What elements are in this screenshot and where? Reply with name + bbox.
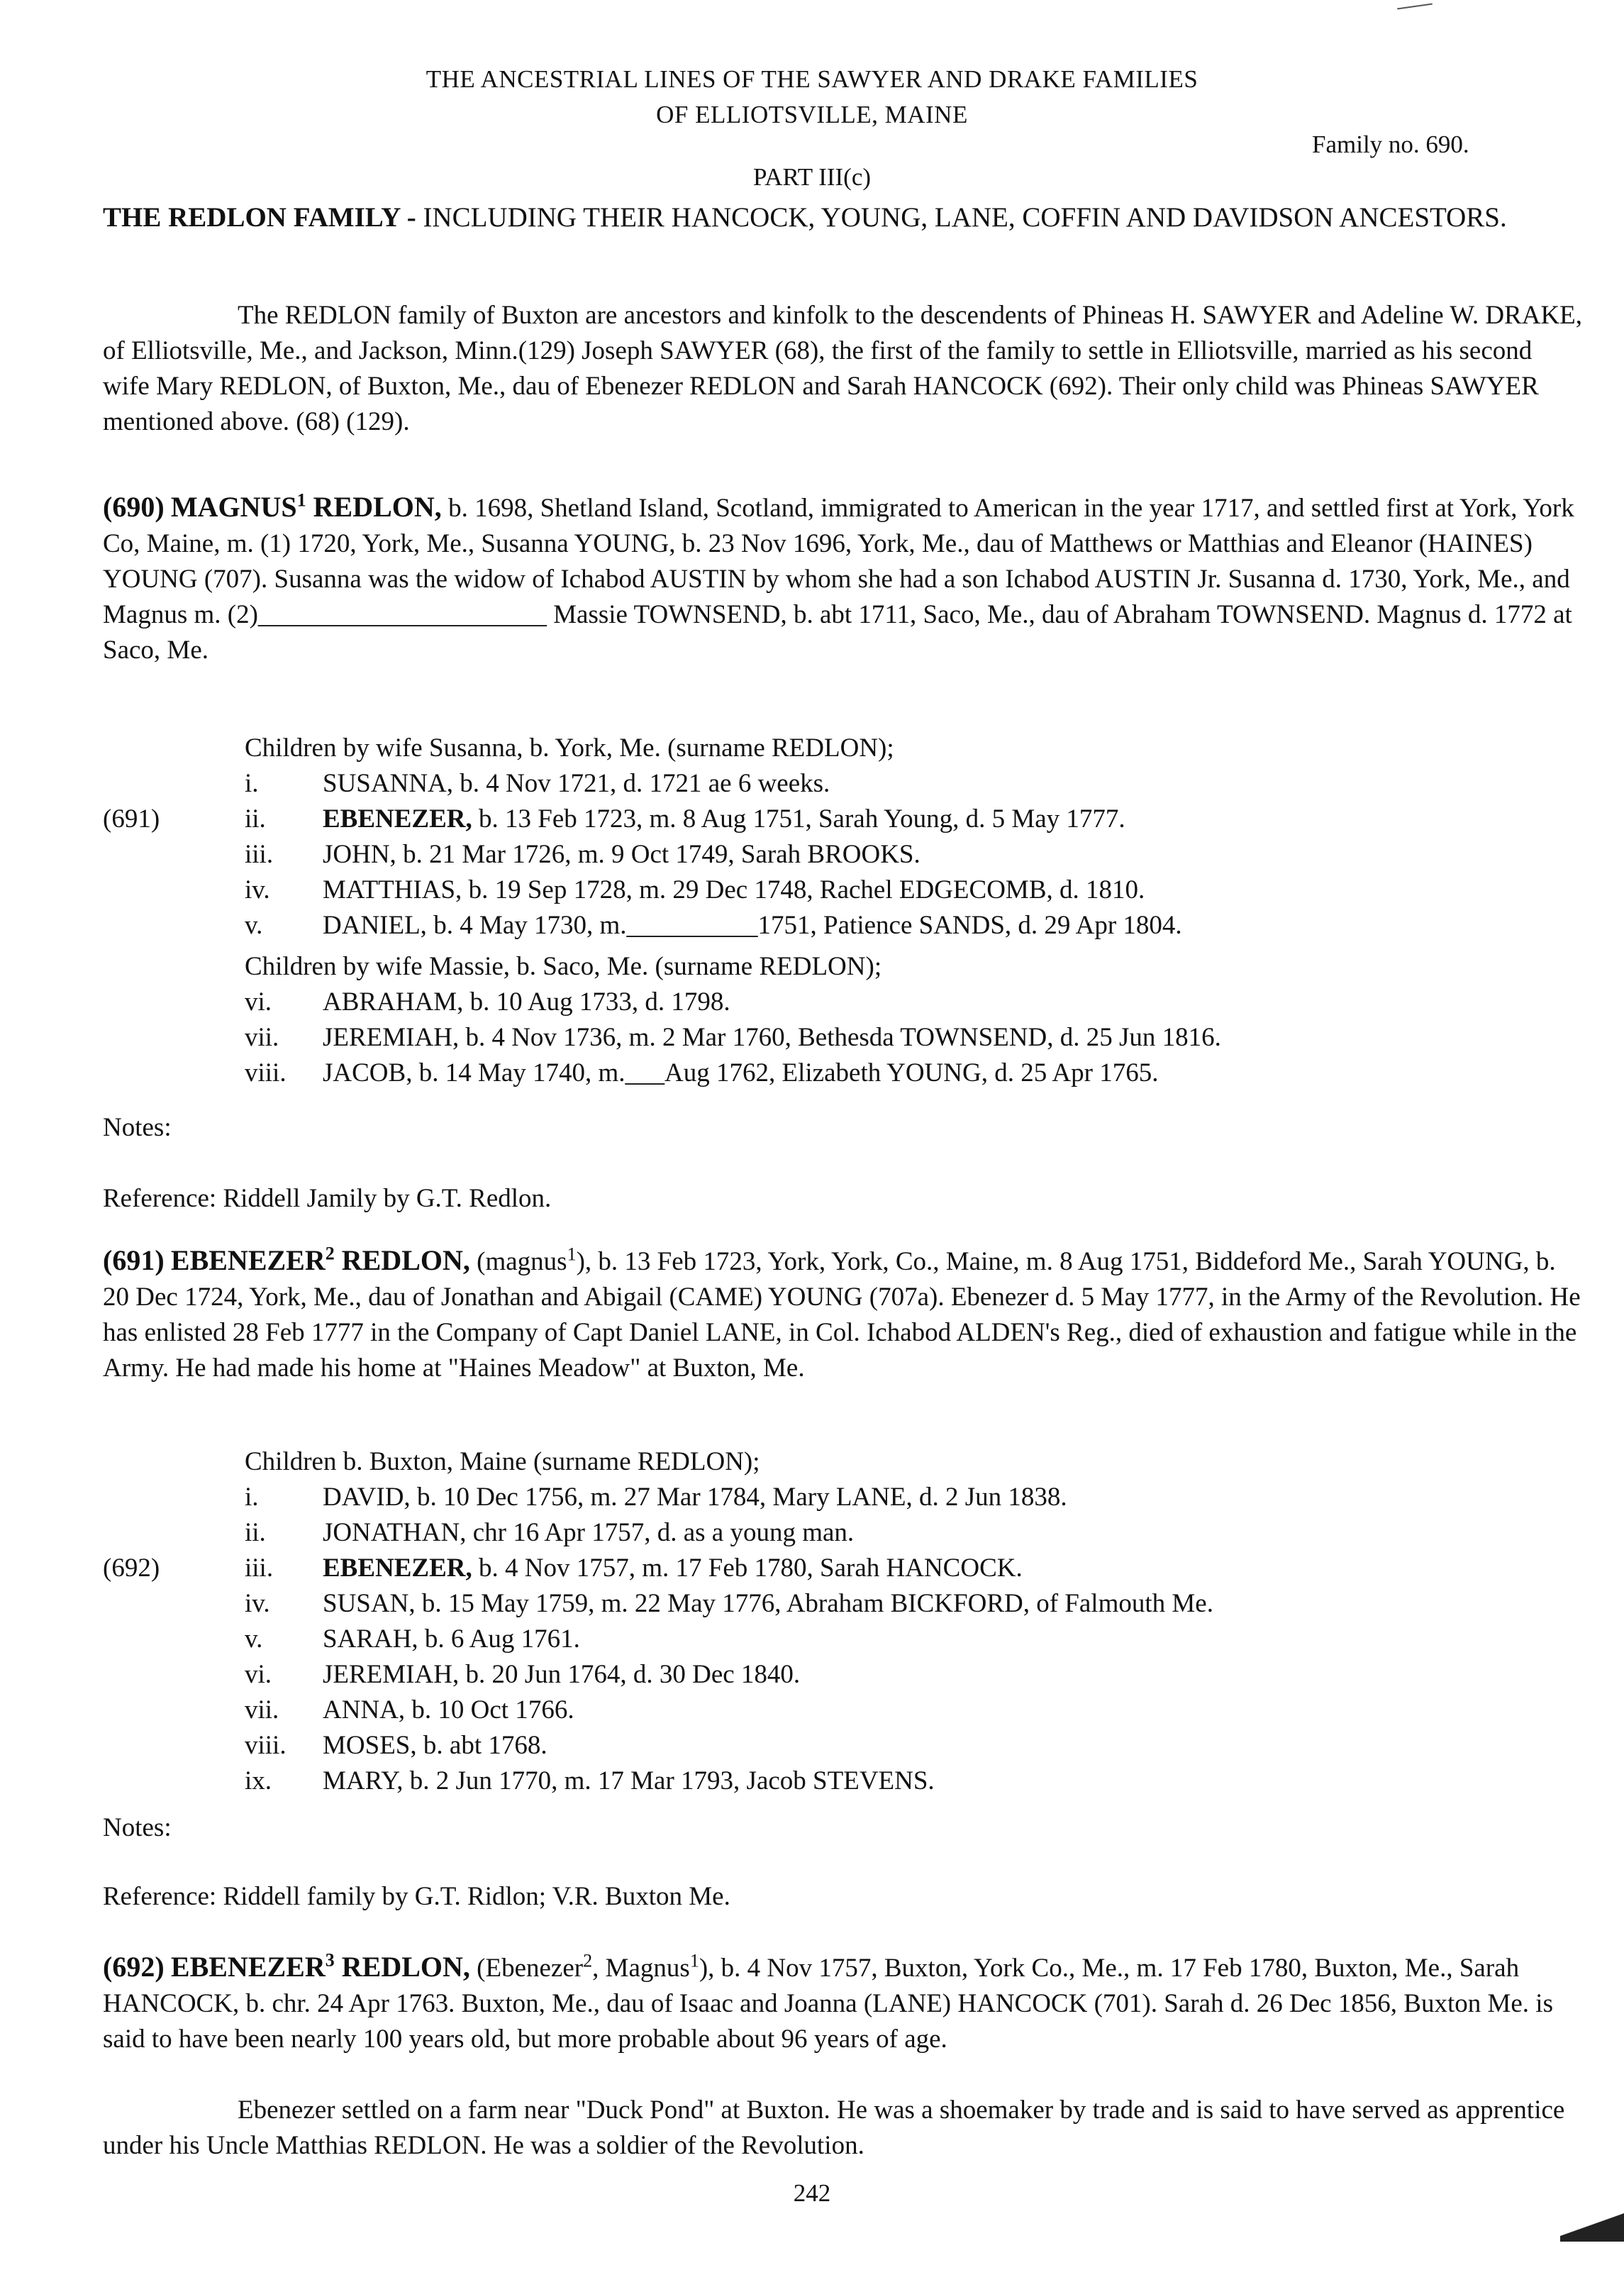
child-number: ii.: [245, 1518, 266, 1547]
child-name: ANNA,: [323, 1695, 406, 1724]
notes-label: Notes:: [103, 1813, 172, 1842]
child-details: b. abt 1768.: [416, 1731, 547, 1760]
child-name: SUSANNA,: [323, 769, 454, 798]
child-name: MARY,: [323, 1766, 404, 1795]
children-list: [103, 985, 1592, 1091]
scan-mark: [1397, 4, 1433, 10]
entry-692: [103, 1949, 1585, 2057]
child-row: [103, 1515, 1592, 1551]
child-ref: [103, 1728, 245, 1764]
child-details: b. 19 Sep 1728, m. 29 Dec 1748, Rachel EDGECOMB, d. 1810.: [462, 875, 1145, 904]
child-number: viii.: [245, 1731, 287, 1760]
child-row: [103, 837, 1592, 873]
entry-692-id: (692): [103, 1951, 165, 1983]
entry-690-text: b. 1698, Shetland Island, Scotland, immigrated to American in the year 1717, and settled first at York, York Co, Maine, m. (1) 1720, York, Me., Susanna YOUNG, b. 23 Nov 1696, York, Me., dau of Matthews or Matthias and Eleanor (HAINES) YOUNG (707). Susanna was the widow of Ichabod AUSTIN by whom she had a son Ichabod AUSTIN Jr. Susanna d. 1730, York, Me., and Magnus m. (2)______________________ Massie TOWNSEND, b. abt 1711, Saco, Me., dau of Abraham TOWNSEND. Magnus d. 1772 at Saco, Me.: [103, 494, 1574, 665]
child-name: EBENEZER,: [323, 804, 472, 834]
child-number: viii.: [245, 1058, 287, 1087]
child-ref: (692): [103, 1554, 160, 1583]
child-text: [323, 1480, 1592, 1515]
notes-label: Notes:: [103, 1113, 172, 1142]
child-text: [323, 1622, 1592, 1657]
child-details: b. 10 Oct 1766.: [405, 1695, 574, 1724]
entry-690-children: [103, 731, 1592, 1091]
child-number: i.: [245, 1483, 259, 1512]
entry-691-name: EBENEZER$^2$ REDLON,: [170, 1243, 470, 1276]
child-text: [323, 1586, 1592, 1622]
entry-691-children: [103, 1444, 1592, 1799]
child-row: [103, 1020, 1592, 1056]
child-text: [323, 985, 1592, 1020]
child-ref: [103, 1056, 245, 1091]
child-number: vi.: [245, 1660, 272, 1689]
child-text: [323, 1764, 1592, 1799]
child-number: iv.: [245, 875, 270, 904]
child-ref: [103, 1622, 245, 1657]
child-number: v.: [245, 911, 263, 940]
child-row: [103, 1728, 1592, 1764]
child-details: b. 2 Jun 1770, m. 17 Mar 1793, Jacob STEVENS.: [403, 1766, 935, 1795]
child-text: [323, 908, 1592, 943]
child-name: DANIEL,: [323, 911, 427, 940]
child-text: [323, 1693, 1592, 1728]
child-name: JONATHAN,: [323, 1518, 467, 1547]
children-list: [103, 766, 1592, 943]
child-name: EBENEZER,: [323, 1554, 472, 1583]
entry-692-lineage: (Ebenezer$^2$, Magnus$^1$),: [477, 1950, 715, 1983]
entry-690: [103, 489, 1585, 668]
child-text: [323, 1551, 1592, 1586]
child-number: ii.: [245, 804, 266, 834]
child-number: vii.: [245, 1023, 279, 1052]
child-number: vi.: [245, 987, 272, 1017]
children-intro: Children by wife Susanna, b. York, Me. (surname REDLON);: [245, 733, 894, 763]
child-text: [323, 837, 1592, 873]
child-details: b. 6 Aug 1761.: [418, 1624, 580, 1654]
reference-line: Reference: Riddell Jamily by G.T. Redlon.: [103, 1184, 552, 1213]
child-text: [323, 1056, 1592, 1091]
child-text: [323, 1657, 1592, 1693]
child-details: b. 4 Nov 1757, m. 17 Feb 1780, Sarah HANCOCK.: [472, 1554, 1023, 1583]
child-number: vii.: [245, 1695, 279, 1724]
child-details: chr 16 Apr 1757, d. as a young man.: [466, 1518, 855, 1547]
child-ref: [103, 837, 245, 873]
child-ref: [103, 1586, 245, 1622]
part-label: PART III(c): [752, 163, 872, 191]
reference-line: Reference: Riddell family by G.T. Ridlon; V.R. Buxton Me.: [103, 1882, 730, 1911]
child-number: i.: [245, 769, 259, 798]
child-details: b. 15 May 1759, m. 22 May 1776, Abraham BICKFORD, of Falmouth Me.: [415, 1589, 1213, 1618]
child-row: [103, 985, 1592, 1020]
child-row: [103, 1622, 1592, 1657]
family-number: Family no. 690.: [1312, 131, 1469, 158]
child-name: ABRAHAM,: [323, 987, 464, 1017]
child-ref: (691): [103, 804, 160, 834]
entry-692-name: EBENEZER$^3$ REDLON,: [170, 1949, 470, 1983]
entry-692-text2: Ebenezer settled on a farm near "Duck Pond" at Buxton. He was a shoemaker by trade and is said to have served as apprentice under his Uncle Matthias REDLON. He was a soldier of the Revolution.: [103, 2095, 1565, 2160]
child-number: iv.: [245, 1589, 270, 1618]
scan-corner-shadow: [1560, 2199, 1624, 2242]
child-row: [103, 802, 1592, 837]
entry-692-text: b. 4 Nov 1757, Buxton, York Co., Me., m. 17 Feb 1780, Buxton, Me., Sarah HANCOCK, b. chr. 24 Apr 1763. Buxton, Me., dau of Isaac and Joanna (LANE) HANCOCK (701). Sarah d. 26 Dec 1856, Buxton Me. is said to have been nearly 100 years old, but more probable about 96 years of age.: [103, 1954, 1553, 2054]
child-ref: [103, 908, 245, 943]
child-text: [323, 1728, 1592, 1764]
child-row: [103, 1586, 1592, 1622]
children-intro: Children b. Buxton, Maine (surname REDLON);: [245, 1447, 760, 1476]
child-details: b. 14 May 1740, m.___Aug 1762, Elizabeth YOUNG, d. 25 Apr 1765.: [412, 1058, 1159, 1087]
child-text: [323, 1020, 1592, 1056]
child-name: JEREMIAH,: [323, 1023, 460, 1052]
child-number: iii.: [245, 840, 274, 869]
child-text: [323, 766, 1592, 802]
child-text: [323, 802, 1592, 837]
child-name: DAVID,: [323, 1483, 411, 1512]
child-row: [103, 1056, 1592, 1091]
child-name: MOSES,: [323, 1731, 417, 1760]
child-ref: [103, 1693, 245, 1728]
entry-690-name: MAGNUS$^1$ REDLON,: [170, 489, 442, 523]
entry-691-id: (691): [103, 1244, 165, 1276]
child-ref: [103, 1764, 245, 1799]
child-row: [103, 908, 1592, 943]
child-row: [103, 1480, 1592, 1515]
entry-691-lineage: (magnus$^1$),: [477, 1244, 592, 1276]
entry-690-id: (690): [103, 491, 165, 523]
child-row: [103, 766, 1592, 802]
child-name: JACOB,: [323, 1058, 413, 1087]
child-name: MATTHIAS,: [323, 875, 462, 904]
child-details: b. 13 Feb 1723, m. 8 Aug 1751, Sarah Young, d. 5 May 1777.: [472, 804, 1125, 834]
document-title-line1: THE ANCESTRIAL LINES OF THE SAWYER AND DRAKE FAMILIES: [426, 65, 1198, 93]
entry-691: [103, 1243, 1585, 1386]
family-title-bold: THE REDLON FAMILY -: [103, 202, 416, 233]
child-row: [103, 1551, 1592, 1586]
child-details: b. 21 Mar 1726, m. 9 Oct 1749, Sarah BROOKS.: [396, 840, 921, 869]
child-ref: [103, 1657, 245, 1693]
child-ref: [103, 985, 245, 1020]
entry-691-text: b. 13 Feb 1723, York, York, Co., Maine, m. 8 Aug 1751, Biddeford Me., Sarah YOUNG, b. 20 Dec 1724, York, Me., dau of Jonathan and Abigail (CAME) YOUNG (707a). Ebenezer d. 5 May 1777, in the Army of the Revolution. He has enlisted 28 Feb 1777 in the Company of Capt Daniel LANE, in Col. Ichabod ALDEN's Reg., died of exhaustion and fatigue while in the Army. He had made his home at "Haines Meadow" at Buxton, Me.: [103, 1247, 1581, 1383]
page-number: 242: [793, 2179, 831, 2207]
child-row: [103, 1764, 1592, 1799]
children-intro: Children by wife Massie, b. Saco, Me. (surname REDLON);: [245, 952, 882, 981]
child-ref: [103, 1020, 245, 1056]
child-row: [103, 1693, 1592, 1728]
document-title-line2: OF ELLIOTSVILLE, MAINE: [656, 101, 968, 128]
child-details: b. 4 Nov 1736, m. 2 Mar 1760, Bethesda TOWNSEND, d. 25 Jun 1816.: [459, 1023, 1221, 1052]
child-name: JOHN,: [323, 840, 396, 869]
child-details: b. 20 Jun 1764, d. 30 Dec 1840.: [459, 1660, 801, 1689]
family-title: [103, 200, 1592, 236]
child-text: [323, 873, 1592, 908]
child-number: ix.: [245, 1766, 272, 1795]
child-row: [103, 1657, 1592, 1693]
child-text: [323, 1515, 1592, 1551]
child-row: [103, 873, 1592, 908]
family-title-rest: INCLUDING THEIR HANCOCK, YOUNG, LANE, COFFIN AND DAVIDSON ANCESTORS.: [416, 202, 1507, 233]
child-number: v.: [245, 1624, 263, 1654]
child-ref: [103, 1480, 245, 1515]
child-ref: [103, 1515, 245, 1551]
child-ref: [103, 873, 245, 908]
child-details: b. 4 Nov 1721, d. 1721 ae 6 weeks.: [453, 769, 830, 798]
children-list: [103, 1480, 1592, 1799]
child-details: b. 10 Dec 1756, m. 27 Mar 1784, Mary LANE, d. 2 Jun 1838.: [410, 1483, 1067, 1512]
child-number: iii.: [245, 1554, 274, 1583]
child-name: SARAH,: [323, 1624, 418, 1654]
child-details: b. 10 Aug 1733, d. 1798.: [463, 987, 730, 1017]
intro-paragraph: The REDLON family of Buxton are ancestors and kinfolk to the descendents of Phineas H. SAWYER and Adeline W. DRAKE, of Elliotsville, Me., and Jackson, Minn.(129) Joseph SAWYER (68), the first of the family to settle in Elliotsville, married as his second wife Mary REDLON, of Buxton, Me., dau of Ebenezer REDLON and Sarah HANCOCK (692). Their only child was Phineas SAWYER mentioned above. (68) (129).: [103, 301, 1583, 436]
child-name: JEREMIAH,: [323, 1660, 460, 1689]
child-details: b. 4 May 1730, m.__________1751, Patience SANDS, d. 29 Apr 1804.: [426, 911, 1182, 940]
child-name: SUSAN,: [323, 1589, 416, 1618]
child-ref: [103, 766, 245, 802]
